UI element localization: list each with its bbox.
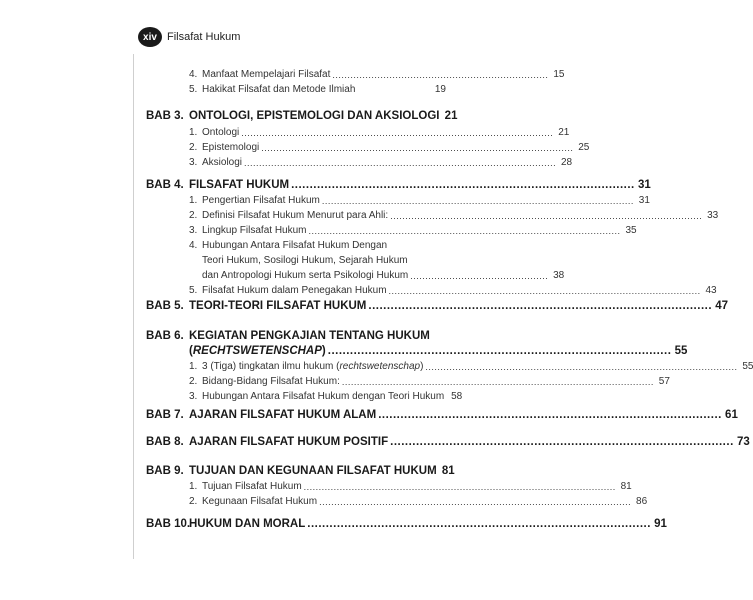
toc-entry[interactable]: 1. Tujuan Filsafat Hukum ........................................................................................................ 81 [189, 481, 632, 492]
leader-dots: ........................................................................................................ [261, 143, 574, 153]
chapter-label: BAB 5. [146, 300, 184, 312]
leader-dots: ........................................................................................................ [244, 158, 557, 168]
toc-entry[interactable]: 2. Bidang-Bidang Filsafat Hukum: ........................................................................................................ 57 [189, 376, 670, 387]
toc-entry[interactable]: 4. Manfaat Mempelajari Filsafat ........................................................................ 15 [189, 69, 565, 80]
chapter-title[interactable]: AJARAN FILSAFAT HUKUM ALAM ............................................................................................. 61 [189, 409, 738, 421]
leader-dots: ........................................................................................................ [321, 196, 634, 206]
chapter-title[interactable]: AJARAN FILSAFAT HUKUM POSITIF ............................................................................................. 73 [189, 436, 750, 448]
chapter-title-continuation[interactable]: (RECHTSWETENSCHAP) ............................................................................................. 55 [189, 345, 688, 357]
page-number-badge: xiv [138, 27, 162, 47]
chapter-title[interactable]: ONTOLOGI, EPISTEMOLOGI DAN AKSIOLOGI 21 [189, 110, 458, 122]
leader-dots: ............................................................................................. [307, 518, 651, 530]
leader-dots: ........................................................................................................ [319, 497, 632, 507]
chapter-label: BAB 4. [146, 179, 184, 191]
leader-dots: ........................................................................................................ [308, 226, 621, 236]
chapter-title[interactable]: TUJUAN DAN KEGUNAAN FILSAFAT HUKUM 81 [189, 465, 455, 477]
chapter-title[interactable]: KEGIATAN PENGKAJIAN TENTANG HUKUM [189, 330, 430, 342]
toc-entry[interactable]: 5. Filsafat Hukum dalam Penegakan Hukum ........................................................................................................ 43 [189, 285, 717, 296]
toc-entry[interactable]: 1. 3 (Tiga) tingkatan ilmu hukum (rechtswetenschap) ........................................................................................................ 55 [189, 361, 753, 372]
chapter-label: BAB 10. [146, 518, 191, 530]
toc-entry[interactable]: 4. Hubungan Antara Filsafat Hukum Dengan [189, 240, 388, 251]
toc-entry[interactable]: 2. Epistemologi ........................................................................................................ 25 [189, 142, 590, 153]
page-header [138, 27, 240, 47]
toc-entry[interactable]: 2. Kegunaan Filsafat Hukum ........................................................................................................ 86 [189, 496, 648, 507]
chapter-label: BAB 7. [146, 409, 184, 421]
leader-dots: ........................................................................................................ [425, 362, 738, 372]
toc-entry[interactable]: 5. Hakikat Filsafat dan Metode Ilmiah 19 [189, 84, 446, 95]
toc-entry[interactable]: 3. Lingkup Filsafat Hukum ........................................................................................................ 35 [189, 225, 637, 236]
chapter-label: BAB 8. [146, 436, 184, 448]
leader-dots: ........................................................................................................ [390, 211, 703, 221]
leader-dots: ............................................................................................. [291, 179, 635, 191]
margin-rule [133, 54, 134, 559]
leader-dots: ........................................................................................................ [303, 482, 616, 492]
toc-entry[interactable]: 1. Ontologi ........................................................................................................ 21 [189, 127, 570, 138]
toc-entry[interactable]: 1. Pengertian Filsafat Hukum ........................................................................................................ 31 [189, 195, 650, 206]
toc-entry[interactable]: 3. Aksiologi ........................................................................................................ 28 [189, 157, 573, 168]
toc-entry-continuation: Teori Hukum, Sosilogi Hukum, Sejarah Hukum [202, 255, 408, 266]
leader-dots: ............................................................................................. [327, 345, 672, 357]
running-title: Filsafat Hukum [167, 31, 241, 43]
chapter-title[interactable]: FILSAFAT HUKUM ............................................................................................. 31 [189, 179, 651, 191]
chapter-label: BAB 6. [146, 330, 184, 342]
chapter-label: BAB 9. [146, 465, 184, 477]
leader-dots: ........................................................................................................ [341, 377, 654, 387]
toc-entry[interactable]: 2. Definisi Filsafat Hukum Menurut para Ahli: ........................................................................................................ 33 [189, 210, 719, 221]
chapter-title[interactable]: HUKUM DAN MORAL ............................................................................................. 91 [189, 518, 667, 530]
leader-dots: ........................................................................................................ [388, 286, 701, 296]
leader-dots: ........................................................................................................ [241, 128, 554, 138]
leader-dots: ............................................................................................. [390, 436, 734, 448]
leader-dots: .............................................. [410, 271, 549, 281]
leader-dots: ............................................................................................. [368, 300, 713, 312]
leader-dots: ........................................................................ [332, 70, 549, 80]
toc-entry-continuation[interactable]: dan Antropologi Hukum serta Psikologi Hukum .............................................. 38 [202, 270, 565, 281]
chapter-title[interactable]: TEORI-TEORI FILSAFAT HUKUM ............................................................................................. 47 [189, 300, 729, 312]
chapter-label: BAB 3. [146, 110, 184, 122]
toc-entry[interactable]: 3. Hubungan Antara Filsafat Hukum dengan Teori Hukum 58 [189, 391, 463, 402]
leader-dots: ............................................................................................. [378, 409, 722, 421]
